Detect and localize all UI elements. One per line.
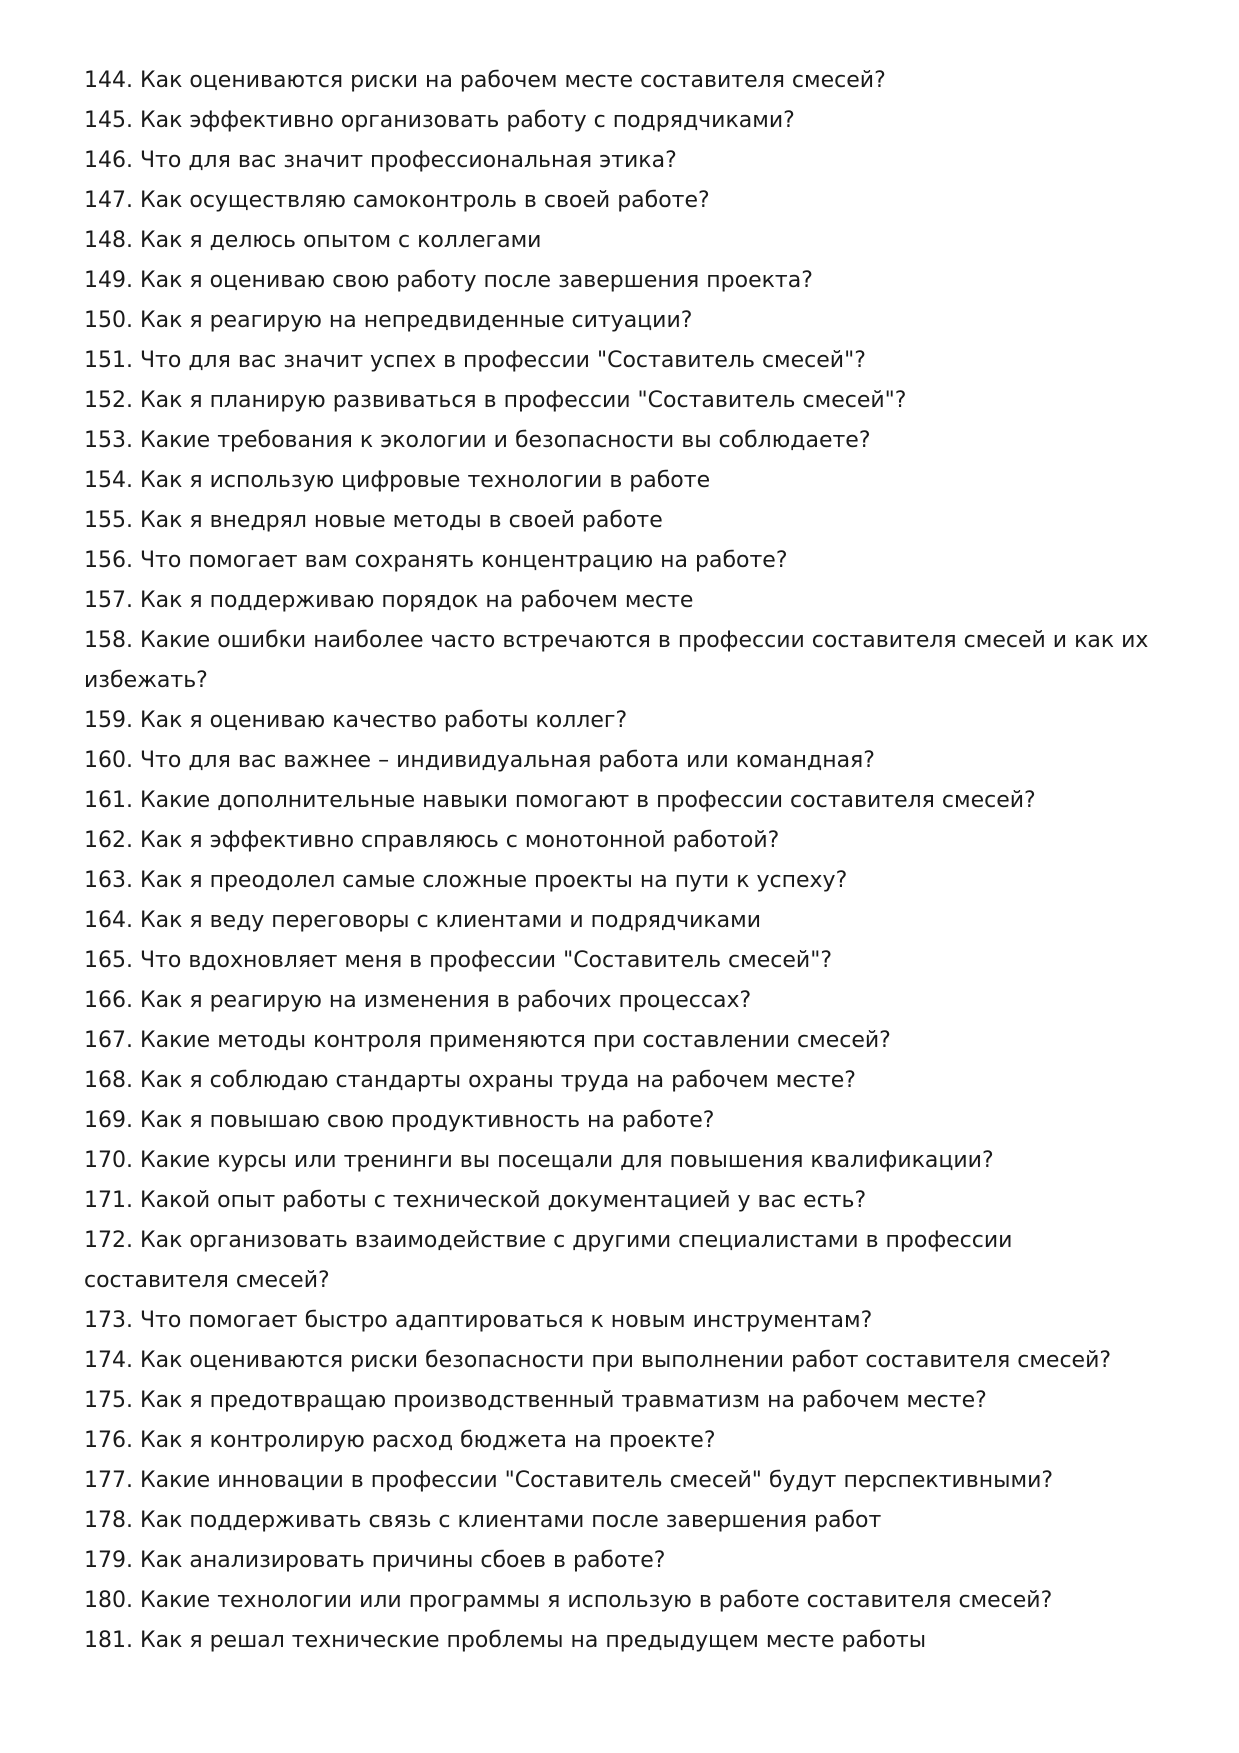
question-item: 180. Какие технологии или программы я использую в работе составителя смесей?: [84, 1588, 1053, 1613]
question-item: 171. Какой опыт работы с технической документацией у вас есть?: [84, 1188, 867, 1213]
question-item: 145. Как эффективно организовать работу с подрядчиками?: [84, 108, 795, 133]
question-item: 144. Как оцениваются риски на рабочем месте составителя смесей?: [84, 68, 886, 93]
question-item: 156. Что помогает вам сохранять концентрацию на работе?: [84, 548, 788, 573]
question-item: 152. Как я планирую развиваться в профессии "Составитель смесей"?: [84, 388, 907, 413]
question-item: 167. Какие методы контроля применяются при составлении смесей?: [84, 1028, 891, 1053]
question-item: 147. Как осуществляю самоконтроль в своей работе?: [84, 188, 710, 213]
question-item: 148. Как я делюсь опытом с коллегами: [84, 228, 542, 253]
question-item: 181. Как я решал технические проблемы на предыдущем месте работы: [84, 1628, 927, 1653]
question-item: 163. Как я преодолел самые сложные проекты на пути к успеху?: [84, 868, 848, 893]
question-item: 155. Как я внедрял новые методы в своей работе: [84, 508, 663, 533]
question-item: 179. Как анализировать причины сбоев в работе?: [84, 1548, 666, 1573]
question-item: 160. Что для вас важнее – индивидуальная работа или командная?: [84, 748, 875, 773]
question-item: 159. Как я оцениваю качество работы коллег?: [84, 708, 628, 733]
question-item: 172. Как организовать взаимодействие с другими специалистами в профессии составителя смесей?: [84, 1228, 1013, 1293]
document-page: [84, 61, 1159, 1661]
question-list: [84, 61, 1159, 1661]
question-item: 162. Как я эффективно справляюсь с монотонной работой?: [84, 828, 780, 853]
question-item: 175. Как я предотвращаю производственный травматизм на рабочем месте?: [84, 1388, 987, 1413]
question-item: 178. Как поддерживать связь с клиентами после завершения работ: [84, 1508, 882, 1533]
question-item: 153. Какие требования к экологии и безопасности вы соблюдаете?: [84, 428, 871, 453]
question-item: 161. Какие дополнительные навыки помогают в профессии составителя смесей?: [84, 788, 1036, 813]
question-item: 174. Как оцениваются риски безопасности при выполнении работ составителя смесей?: [84, 1348, 1112, 1373]
question-item: 158. Какие ошибки наиболее часто встречаются в профессии составителя смесей и как их избежать?: [84, 628, 1149, 693]
question-item: 177. Какие инновации в профессии "Составитель смесей" будут перспективными?: [84, 1468, 1054, 1493]
question-item: 165. Что вдохновляет меня в профессии "Составитель смесей"?: [84, 948, 832, 973]
question-item: 150. Как я реагирую на непредвиденные ситуации?: [84, 308, 693, 333]
question-item: 157. Как я поддерживаю порядок на рабочем месте: [84, 588, 694, 613]
question-item: 170. Какие курсы или тренинги вы посещали для повышения квалификации?: [84, 1148, 994, 1173]
question-item: 166. Как я реагирую на изменения в рабочих процессах?: [84, 988, 752, 1013]
question-item: 146. Что для вас значит профессиональная этика?: [84, 148, 677, 173]
question-item: 154. Как я использую цифровые технологии в работе: [84, 468, 711, 493]
question-item: 173. Что помогает быстро адаптироваться к новым инструментам?: [84, 1308, 873, 1333]
question-item: 176. Как я контролирую расход бюджета на проекте?: [84, 1428, 716, 1453]
question-item: 169. Как я повышаю свою продуктивность на работе?: [84, 1108, 715, 1133]
question-item: 149. Как я оцениваю свою работу после завершения проекта?: [84, 268, 813, 293]
question-item: 164. Как я веду переговоры с клиентами и подрядчиками: [84, 908, 762, 933]
question-item: 168. Как я соблюдаю стандарты охраны труда на рабочем месте?: [84, 1068, 856, 1093]
question-item: 151. Что для вас значит успех в профессии "Составитель смесей"?: [84, 348, 866, 373]
